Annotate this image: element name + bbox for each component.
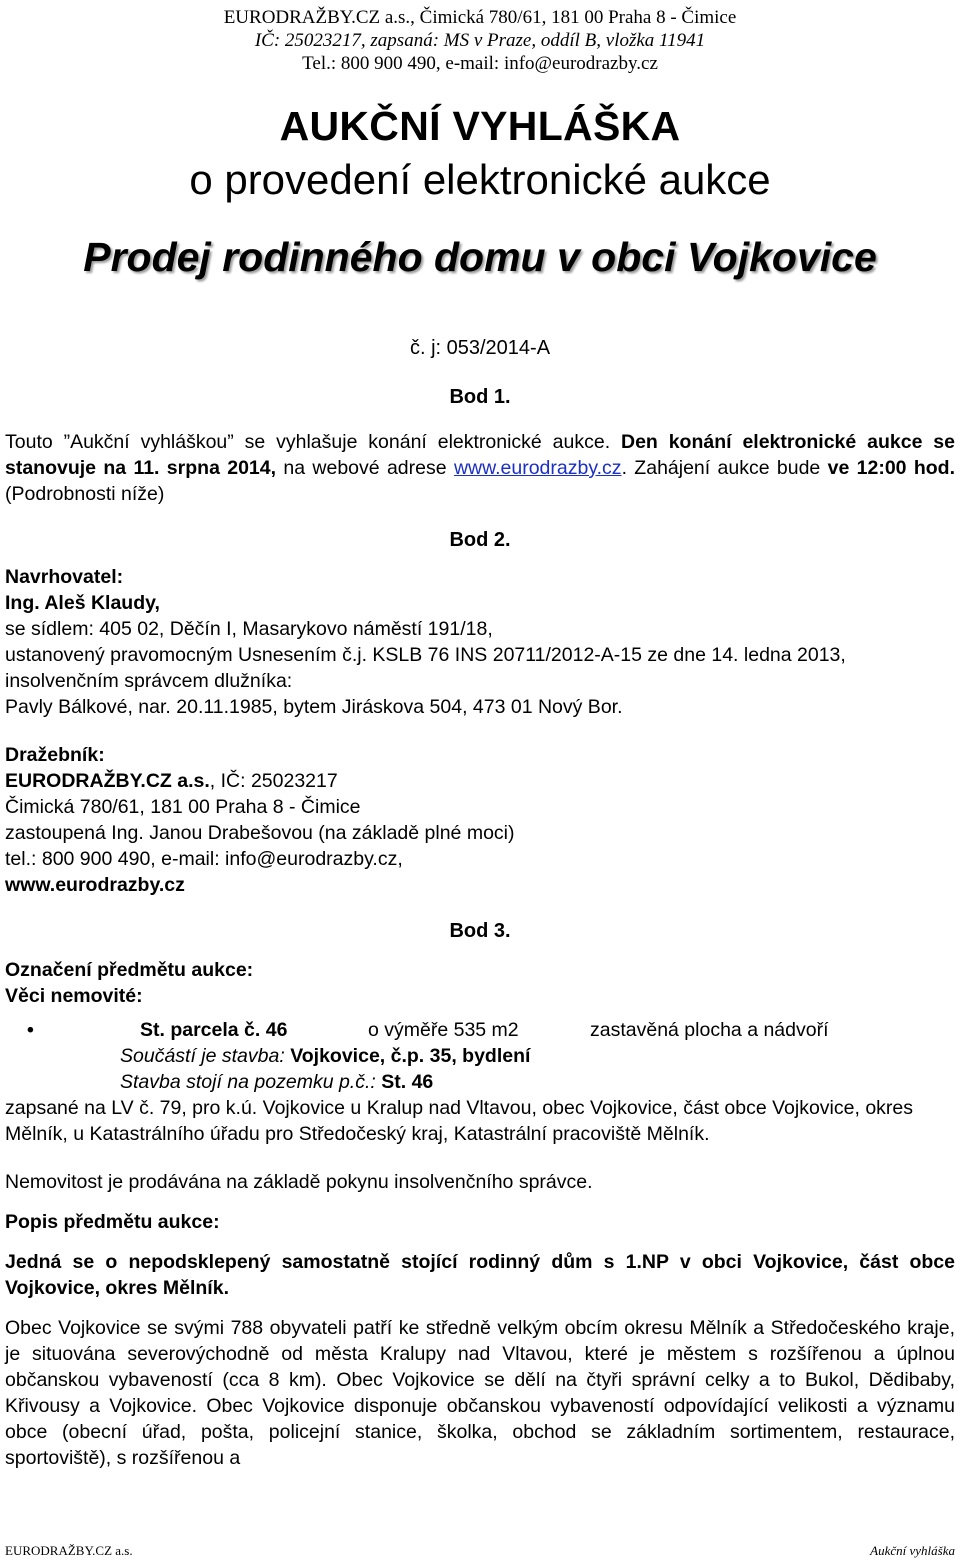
auctioneer-website: www.eurodrazby.cz <box>5 874 185 896</box>
proposer-name: Ing. Aleš Klaudy, <box>5 592 160 614</box>
bod-1-intro: Touto ”Aukční vyhláškou” se vyhlašuje konání elektronické aukce. <box>5 431 611 453</box>
bod-1-section <box>0 429 960 507</box>
bod-1-paragraph <box>5 429 955 507</box>
description-text: Obec Vojkovice se svými 788 obyvateli patří ke středně velkým obcím okresu Mělník a Středočeského kraje, je situována severovýchodně od města Kralupy nad Vltavou, které je městem s rozšířenou a úplnou občanskou vybaveností (cca 8 km). Obec Vojkovice se dělí na čtyři správní celky a to Bukol, Dědibaby, Křivousy a Vojkovice. Obec Vojkovice disponuje občanskou vybaveností odpovídající velikosti a významu obce (obecní úřad, pošta, policejní stanice, školka, obchod se základním sortimentem, restaurace, sportoviště), s rozšířenou a <box>5 1317 955 1469</box>
bod-3-heading: Bod 3. <box>449 920 511 942</box>
web-address-label: na webové adrese <box>283 457 447 479</box>
footer-doc-title: Aukční vyhláška <box>870 1543 955 1558</box>
parcel-area: o výměře 535 m2 <box>368 1019 519 1041</box>
company-header <box>0 0 960 75</box>
auction-date-text: Den konání elektronické aukce se stanovuje na 11. srpna 2014, <box>5 431 955 479</box>
page-footer <box>5 1543 955 1559</box>
document-title-block <box>0 103 960 281</box>
bod-2-heading: Bod 2. <box>449 529 511 551</box>
bod-1-heading: Bod 1. <box>449 386 511 408</box>
footer-company: EURODRAŽBY.CZ a.s. <box>5 1543 133 1558</box>
description-label: Popis předmětu aukce: <box>5 1211 220 1233</box>
document-title: AUKČNÍ VYHLÁŠKA <box>279 103 681 149</box>
building-location-label: Stavba stojí na pozemku p.č.: <box>120 1071 376 1093</box>
proposer-label: Navrhovatel: <box>5 566 124 588</box>
sale-basis-paragraph: Nemovitost je prodávána na základě pokynu insolvenčního správce. <box>5 1171 593 1193</box>
bullet-icon: • <box>27 1019 34 1041</box>
document-subtitle: o provedení elektronické aukce <box>189 156 771 203</box>
debtor-info: Pavly Bálkové, nar. 20.11.1985, bytem Jiráskova 504, 473 01 Nový Bor. <box>5 696 623 718</box>
auctioneer-representative: zastoupená Ing. Janou Drabešovou (na základě plné moci) <box>5 822 515 844</box>
website-link[interactable]: www.eurodrazby.cz <box>453 457 622 479</box>
header-line-3: Tel.: 800 900 490, e-mail: info@eurodrazby.cz <box>302 53 658 74</box>
header-line-1: EURODRAŽBY.CZ a.s., Čimická 780/61, 181 00 Praha 8 - Čimice <box>223 7 737 28</box>
building-location-value: St. 46 <box>381 1071 434 1093</box>
header-line-2: IČ: 25023217, zapsaná: MS v Praze, oddíl B, vložka 11941 <box>254 30 706 51</box>
reference-number: č. j: 053/2014-A <box>409 337 551 359</box>
details-note: (Podrobnosti níže) <box>5 483 165 505</box>
parcel-usage: zastavěná plocha a nádvoří <box>590 1019 829 1041</box>
bod-3-section <box>0 957 960 1471</box>
parcel-number: St. parcela č. 46 <box>140 1019 288 1041</box>
auctioneer-address: Čimická 780/61, 181 00 Praha 8 - Čimice <box>5 796 361 818</box>
auctioneer-name: EURODRAŽBY.CZ a.s. <box>5 770 210 792</box>
auctioneer-label: Dražebník: <box>5 744 105 766</box>
auction-start-time: ve 12:00 hod. <box>827 457 956 479</box>
building-location-line <box>5 1069 955 1095</box>
building-part-label: Součástí je stavba: <box>120 1045 285 1067</box>
building-part-value: Vojkovice, č.p. 35, bydlení <box>290 1045 531 1067</box>
auction-start-label: . Zahájení aukce bude <box>621 457 821 479</box>
auctioneer-ic: , IČ: 25023217 <box>209 770 338 792</box>
real-estate-label: Věci nemovité: <box>5 985 143 1007</box>
building-part-line <box>5 1043 955 1069</box>
description-summary: Jedná se o nepodsklepený samostatně stojící rodinný dům s 1.NP v obci Vojkovice, část obce Vojkovice, okres Mělník. <box>5 1251 955 1299</box>
bod-2-section <box>0 564 960 898</box>
auctioneer-line <box>5 768 955 794</box>
parcel-row <box>5 1017 955 1043</box>
proposer-address: se sídlem: 405 02, Děčín I, Masarykovo náměstí 191/18, <box>5 618 493 640</box>
auctioneer-contact: tel.: 800 900 490, e-mail: info@eurodrazby.cz, <box>5 848 403 870</box>
subject-label: Označení předmětu aukce: <box>5 959 254 981</box>
proposer-appointment: ustanovený pravomocným Usnesením č.j. KSLB 76 INS 20711/2012-A-15 ze dne 14. ledna 2013, insolvenčním správcem dlužníka: <box>5 644 846 692</box>
auction-subject: Prodej rodinného domu v obci Vojkovice <box>83 234 877 280</box>
registry-paragraph: zapsané na LV č. 79, pro k.ú. Vojkovice u Kralup nad Vltavou, obec Vojkovice, část obce Vojkovice, okres Mělník, u Katastrálního úřadu pro Středočeský kraj, Katastrální pracoviště Mělník. <box>5 1097 914 1145</box>
